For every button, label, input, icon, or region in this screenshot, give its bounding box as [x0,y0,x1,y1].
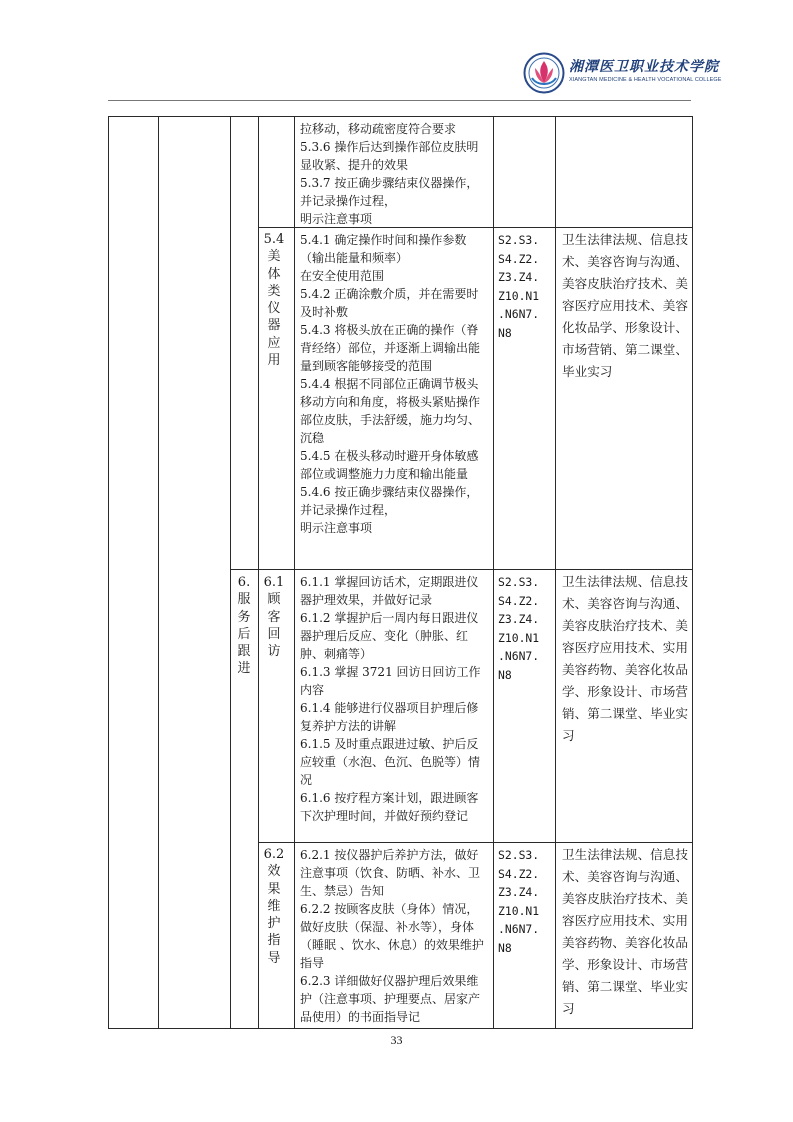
subtask-6-1-label: 6.1顾客回访 [263,575,285,660]
row-line-6 [230,569,693,570]
subtask-6-2 [262,846,286,967]
task-6-label: 6.服务后跟进 [237,575,251,677]
row-6-1-course [562,571,692,747]
col-line-1 [158,116,159,1029]
school-name-cn: 湘潭医卫职业技术学院 [569,59,719,75]
row-6-2-content-text: 6.2.1 按仪器护后养护方法，做好注意事项（饮食、防晒、补水、卫生、禁忌）告知 6.2.2 按顾客皮肤（身体）情况，做好皮肤（保湿、补水等），身体（睡眠 、饮水、休息）的效果维护指导 6.2.3 详细做好仪器护理后效果维护（注意事项、护理要点、居家产品使用）的书面指导记 [300,848,484,1024]
row-6-1-code-text: S2.S3. S4.Z2. Z3.Z4. Z10.N1 .N6N7. N8 [498,575,540,682]
col-line-4 [294,116,295,1029]
row-prev-content-text: 拉移动，移动疏密度符合要求 5.3.6 操作后达到操作部位皮肤明显收紧、提升的效果 5.3.7 按正确步骤结束仪器操作，并记录操作过程， 明示注意事项 [300,122,479,226]
col-line-6 [555,116,556,1029]
row-5-4-code-text: S2.S3. S4.Z2. Z3.Z4. Z10.N1 .N6N7. N8 [498,233,540,340]
page-number: 33 [390,1033,403,1047]
row-6-2-code [498,846,550,958]
row-6-2-content [300,846,490,1026]
row-5-4-content-text: 5.4.1 确定操作时间和操作参数（输出能量和频率） 在安全使用范围 5.4.2 正确涂敷介质，并在需要时及时补敷 5.4.3 将极头放在正确的操作（脊背经络）部位，并逐渐上调输出能量到顾客能够接受的范围 5.4.4 根据不同部位正确调节极头移动方向和角度，将极头紧贴操作部位皮肤，手法舒缓，施力均匀、沉稳 5.4.5 在极头移动时避开身体敏感部位或调整施力力度和输出能量 5.4.6 按正确步骤结束仪器操作，并记录操作过程， 明示注意事项 [300,233,481,535]
subtask-6-1 [262,574,286,660]
row-line-6-2 [258,842,693,843]
row-6-1-content [300,573,490,825]
row-5-4-code [498,231,550,343]
school-name-en: XIANGTAN MEDICINE & HEALTH VOCATIONAL COLLEGE [569,77,722,83]
row-6-1-course-text: 卫生法律法规、信息技术、美容咨询与沟通、美容皮肤治疗技术、美容医疗应用技术、实用美容药物、美容化妆品学、形象设计、市场营销、第二课堂、毕业实习 [562,574,688,743]
subtask-5-4-label: 5.4美体类仪器应用 [263,232,285,369]
col-line-3 [258,116,259,1029]
table-border-bottom [108,1028,693,1029]
row-6-2-course-text: 卫生法律法规、信息技术、美容咨询与沟通、美容皮肤治疗技术、美容医疗应用技术、实用美容药物、美容化妆品学、形象设计、市场营销、第二课堂、毕业实习 [562,847,688,1016]
subtask-5-4 [262,231,286,369]
row-6-2-code-text: S2.S3. S4.Z2. Z3.Z4. Z10.N1 .N6N7. N8 [498,848,540,955]
row-5-4-course [562,229,692,383]
table-border-top [108,116,693,117]
col-line-5 [493,116,494,1029]
table-border-right [692,116,693,1029]
row-5-4-content [300,231,490,537]
row-6-1-code [498,573,550,685]
col-line-2 [230,116,231,1029]
row-6-2-course [562,844,692,1020]
row-prev-content [300,120,490,228]
row-5-4-course-text: 卫生法律法规、信息技术、美容咨询与沟通、美容皮肤治疗技术、美容医疗应用技术、美容化妆品学、形象设计、市场营销、第二课堂、毕业实习 [562,232,688,379]
row-6-1-content-text: 6.1.1 掌握回访话术，定期跟进仪器护理效果，并做好记录 6.1.2 掌握护后一周内每日跟进仪器护理后反应、变化（肿胀、红肿、刺痛等） 6.1.3 掌握 3721 回访日回访工作内容 6.1.4 能够进行仪器项目护理后修复养护方法的讲解 6.1.5 及时重点跟进过敏、护后反应较重（水泡、色沉、色脱等）情况 6.1.6 按疗程方案计划，跟进顾客下次护理时间，并做好预约登记 [300,575,481,823]
table-border-left [108,116,109,1029]
subtask-6-2-label: 6.2效果维护指导 [263,847,285,966]
task-6 [233,574,255,678]
